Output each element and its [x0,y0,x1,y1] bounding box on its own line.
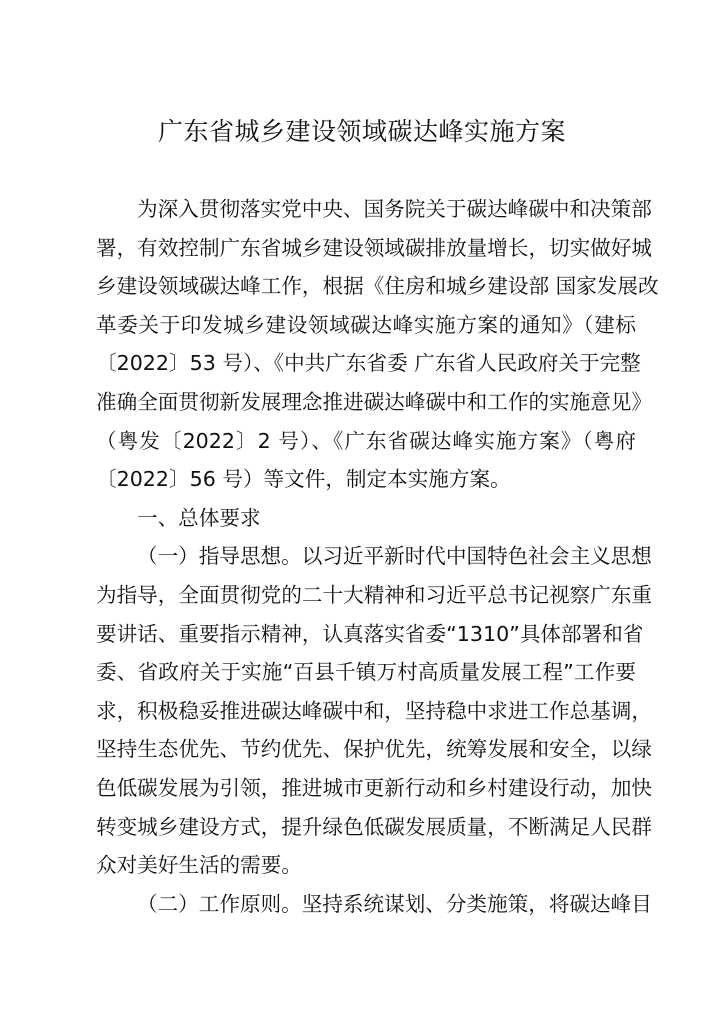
body-line-2: 署，有效控制广东省城乡建设领域碳排放量增长，切实做好城 [96,235,653,260]
body-line-16: 色低碳发展为引领，推进城市更新行动和乡村建设行动，加快 [96,775,653,800]
body-line-3: 乡建设领域碳达峰工作，根据《住房和城乡建设部 国家发展改 [96,274,659,299]
body-line-6: 准确全面贯彻新发展理念推进碳达峰碳中和工作的实施意见》 [96,389,653,414]
body-line-8: 〔2022〕56 号）等文件，制定本实施方案。 [96,467,511,492]
body-line-4: 革委关于印发城乡建设领域碳达峰实施方案的通知》（建标 [96,312,636,337]
document-body [96,190,659,923]
body-line-7: （粤发〔2022〕2 号）、《广东省碳达峰实施方案》（粤府 [96,428,636,453]
body-line-17: 转变城乡建设方式，提升绿色低碳发展质量，不断满足人民群 [96,814,653,839]
body-line-18: 众对美好生活的需要。 [96,853,302,878]
body-line-19: （二）工作原则。坚持系统谋划、分类施策，将碳达峰目 [137,891,652,916]
body-line-10: （一）指导思想。以习近平新时代中国特色社会主义思想 [137,544,652,569]
body-line-12: 要讲话、重要指示精神，认真落实省委“1310”具体部署和省 [96,621,644,646]
section-heading-1: 一、总体要求 [137,505,261,530]
body-line-5: 〔2022〕53 号）、《中共广东省委 广东省人民政府关于完整 [96,351,641,376]
document-title: 广东省城乡建设领域碳达峰实施方案 [157,117,566,146]
body-line-1: 为深入贯彻落实党中央、国务院关于碳达峰碳中和决策部 [137,197,652,221]
body-line-14: 求，积极稳妥推进碳达峰碳中和，坚持稳中求进工作总基调， [96,698,653,723]
body-line-11: 为指导，全面贯彻党的二十大精神和习近平总书记视察广东重 [96,582,653,607]
body-line-15: 坚持生态优先、节约优先、保护优先，统筹发展和安全，以绿 [96,737,653,762]
body-line-13: 委、省政府关于实施“百县千镇万村高质量发展工程”工作要 [96,660,636,685]
